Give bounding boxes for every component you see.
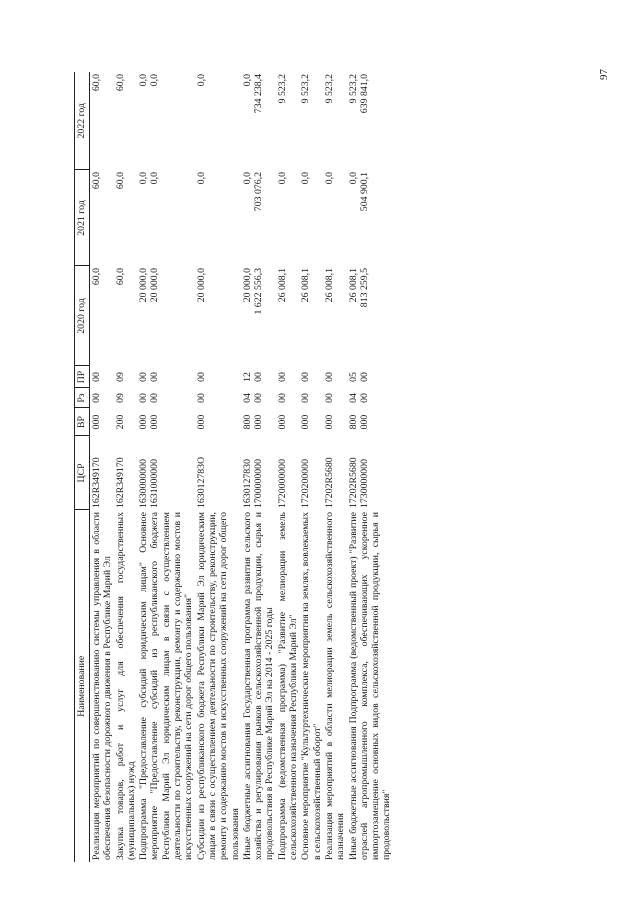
cell-vr: 000 — [323, 414, 335, 430]
cell-y2022 — [241, 72, 276, 170]
cell-y2021-line: 0,0 — [347, 172, 359, 185]
cell-vr-line: 000 — [149, 414, 161, 430]
cell-y2022-line: 0,0 — [149, 74, 161, 87]
cell-rz-line: 04 — [241, 393, 253, 403]
header-name: Наименование — [75, 510, 90, 862]
cell-vr — [241, 408, 276, 436]
cell-pr-line: 00 — [253, 372, 265, 382]
cell-y2022 — [137, 72, 194, 170]
cell-pr: 09 — [114, 372, 126, 382]
table-row — [90, 72, 114, 862]
cell-pr-line: 00 — [149, 372, 161, 382]
cell-pr-line: 12 — [241, 372, 253, 382]
cell-vr: 000 — [195, 414, 207, 430]
table-row — [241, 72, 276, 862]
cell-rz: 00 — [91, 393, 102, 403]
cell-pr: 00 — [195, 372, 207, 382]
table-row — [347, 72, 393, 862]
cell-pr: 00 — [91, 372, 102, 382]
cell-y2022 — [347, 72, 393, 170]
cell-csr — [241, 436, 276, 510]
cell-name: Подпрограмма "Предоставление субсидий юридическим лицам" Основное мероприятие "Предоставление субсидий из республиканского бюджета Республики Марий Эл юридическим лицам в связи с осуществлением деятельности по строительству, реконструкции, ремонту и содержанию мостов и искусственных сооружений на сети дорог общего пользования" — [138, 512, 195, 860]
cell-pr — [347, 366, 393, 388]
cell-name: Основное мероприятие "Культуртехнические мероприятия на землях, вовлекаемых в сельскохозяйственный оборот" — [300, 512, 323, 860]
cell-y2020-line: 20 000,0 — [241, 268, 253, 303]
cell-csr-line: 17202R5680 — [347, 457, 359, 508]
cell-rz: 00 — [300, 393, 312, 403]
cell-vr-line: 800 — [241, 414, 253, 430]
cell-y2022: 0,0 — [195, 74, 207, 87]
cell-y2021-line: 0,0 — [149, 172, 161, 185]
cell-y2020 — [241, 266, 276, 366]
cell-csr-line: 1700000000 — [253, 459, 265, 508]
cell-pr-line: 00 — [358, 372, 370, 382]
cell-name: Закупка товаров, работ и услуг для обеспечения государственных (муниципальных) нужд — [114, 512, 137, 860]
cell-name: Реализация мероприятий в области мелиорации земель сельскохозяйственного назначения — [323, 512, 347, 860]
cell-vr: 000 — [276, 414, 288, 430]
cell-name: Реализация мероприятий по совершенствованию системы управления в области обеспечения безопасности дорожного движения в Республике Марий Эл — [91, 512, 114, 860]
cell-y2022-line: 639 841,0 — [358, 74, 370, 114]
rotated-page — [74, 62, 554, 862]
cell-vr — [347, 408, 393, 436]
cell-csr: 162R349170 — [114, 457, 126, 508]
cell-name: Подпрограмма (ведомственная программа) "Развитие мелиорации земель сельскохозяйственного назначения Республики Марий Эл" — [276, 512, 300, 860]
cell-rz-line: 00 — [253, 393, 265, 403]
cell-y2021: 0,0 — [300, 172, 312, 185]
table-body — [90, 72, 393, 862]
cell-y2020: 60,0 — [114, 268, 126, 286]
cell-rz — [137, 388, 194, 408]
table-row — [137, 72, 194, 862]
cell-vr: 200 — [114, 414, 126, 430]
cell-csr: 162R349170 — [91, 457, 102, 508]
cell-pr-line: 00 — [138, 372, 150, 382]
cell-pr: 00 — [300, 372, 312, 382]
cell-csr-line: 1730000000 — [358, 459, 370, 508]
cell-pr: 00 — [323, 372, 335, 382]
cell-rz: 09 — [114, 393, 126, 403]
cell-y2020: 20 000,0 — [195, 268, 207, 303]
cell-name: Иные бюджетные ассигнования Государственная программа развития сельского хозяйства и регулирования рынков сельскохозяйственной продукции, сырья и продовольствия в Республике Марий Эл на 2014 - 2025 годы — [241, 512, 276, 860]
cell-rz-line: 00 — [149, 393, 161, 403]
cell-y2022-line: 734 238,4 — [253, 74, 265, 114]
cell-y2021: 60,0 — [114, 172, 126, 190]
cell-rz: 00 — [195, 393, 207, 403]
page-number: 97 — [598, 69, 610, 80]
cell-rz — [241, 388, 276, 408]
cell-y2020: 60,0 — [91, 268, 102, 286]
header-pr: ПР — [75, 366, 90, 388]
cell-y2020: 26 008,1 — [300, 268, 312, 303]
cell-y2022: 9 523,2 — [323, 74, 335, 104]
cell-y2022-line: 0,0 — [241, 74, 253, 87]
table-row — [195, 72, 241, 862]
cell-y2021 — [241, 170, 276, 266]
cell-y2020-line: 20 000,0 — [149, 268, 161, 303]
cell-csr: 1720000000 — [276, 459, 288, 508]
cell-name: Субсидии из республиканского бюджета Республики Марий Эл юридическим лицам в связи с осуществлением деятельности по строительству, реконструкции, ремонту и содержанию мостов и искусственных сооружений на сети дорог общего пользования — [195, 512, 241, 860]
cell-rz: 00 — [323, 393, 335, 403]
cell-vr: 000 — [300, 414, 312, 430]
cell-y2021: 0,0 — [276, 172, 288, 185]
cell-csr — [137, 436, 194, 510]
cell-y2021: 0,0 — [323, 172, 335, 185]
cell-y2021: 0,0 — [195, 172, 207, 185]
header-2022: 2022 год — [75, 72, 90, 170]
cell-csr: 17202R5680 — [323, 457, 335, 508]
cell-csr-line: 1631000000 — [149, 459, 161, 508]
table-row — [114, 72, 138, 862]
cell-y2020: 26 008,1 — [276, 268, 288, 303]
cell-y2021 — [347, 170, 393, 266]
header-rz: Рз — [75, 388, 90, 408]
cell-y2020: 26 008,1 — [323, 268, 335, 303]
cell-vr-line: 000 — [138, 414, 150, 430]
cell-y2021-line: 0,0 — [138, 172, 150, 185]
cell-y2020 — [137, 266, 194, 366]
cell-csr-line: 1630000000 — [138, 459, 150, 508]
cell-y2021-line: 504 900,1 — [358, 172, 370, 212]
cell-y2022: 9 523,2 — [300, 74, 312, 104]
cell-vr — [137, 408, 194, 436]
cell-y2022: 9 523,2 — [276, 74, 288, 104]
cell-pr: 00 — [276, 372, 288, 382]
budget-table — [74, 72, 393, 862]
cell-y2021: 60,0 — [91, 172, 102, 190]
cell-pr — [241, 366, 276, 388]
table-row — [299, 72, 323, 862]
cell-csr — [347, 436, 393, 510]
header-vr: ВР — [75, 408, 90, 436]
cell-vr-line: 000 — [358, 414, 370, 430]
cell-y2021-line: 703 076,2 — [253, 172, 265, 212]
cell-csr: 1720200000 — [300, 459, 312, 508]
cell-y2020 — [347, 266, 393, 366]
cell-y2022-line: 0,0 — [138, 74, 150, 87]
cell-rz-line: 04 — [347, 393, 359, 403]
cell-y2020-line: 26 008,1 — [347, 268, 359, 303]
cell-y2022-line: 9 523,2 — [347, 74, 359, 104]
cell-y2022: 60,0 — [91, 74, 102, 92]
cell-csr: 163012783O — [195, 456, 207, 508]
cell-y2020-line: 1 622 556,3 — [253, 268, 265, 315]
table-row — [276, 72, 300, 862]
cell-name: Иные бюджетные ассигнования Подпрограмма (ведомственный проект) "Развитие отраслей агропромышленного комплекса, обеспечивающих ускоренное импортозамещение основных видов сельскохозяйственной продукции, сырья и продовольствия" — [347, 512, 393, 860]
cell-csr-line: 1630127830 — [241, 459, 253, 508]
header-2021: 2021 год — [75, 170, 90, 266]
cell-rz: 00 — [276, 393, 288, 403]
table-row — [323, 72, 347, 862]
cell-vr-line: 000 — [253, 414, 265, 430]
cell-rz — [347, 388, 393, 408]
header-csr: ЦСР — [75, 436, 90, 510]
cell-vr: 000 — [91, 414, 102, 430]
cell-pr-line: 05 — [347, 372, 359, 382]
table-header-row — [75, 72, 90, 862]
cell-y2021-line: 0,0 — [241, 172, 253, 185]
header-2020: 2020 год — [75, 266, 90, 366]
cell-y2022: 60,0 — [114, 74, 126, 92]
cell-rz-line: 00 — [358, 393, 370, 403]
cell-y2021 — [137, 170, 194, 266]
cell-rz-line: 00 — [138, 393, 150, 403]
cell-y2020-line: 813 259,5 — [358, 268, 370, 308]
cell-pr — [137, 366, 194, 388]
cell-vr-line: 800 — [347, 414, 359, 430]
cell-y2020-line: 20 000,0 — [138, 268, 150, 303]
